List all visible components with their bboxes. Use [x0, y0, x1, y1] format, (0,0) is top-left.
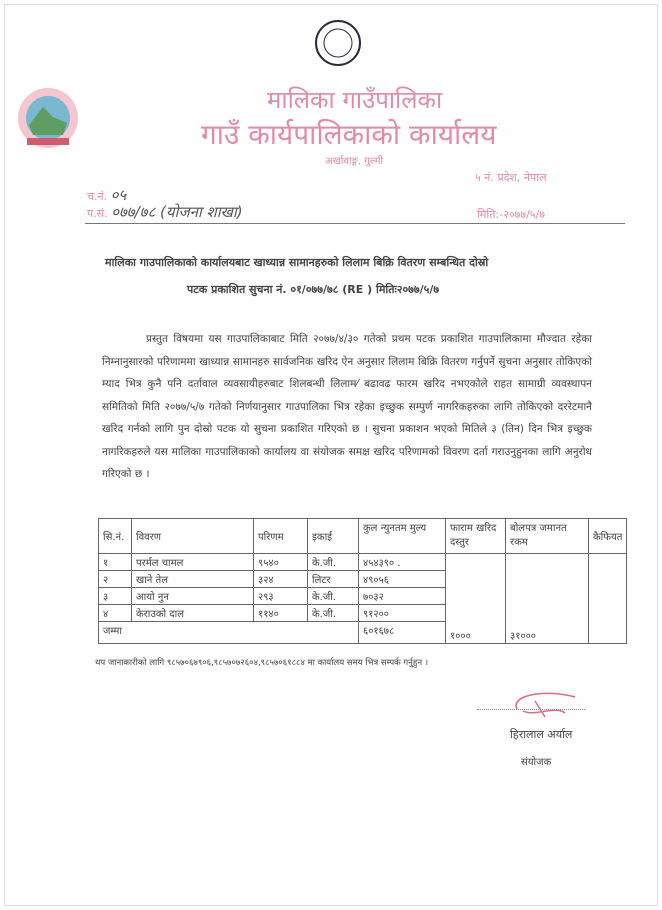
cha-value: ०५ — [110, 186, 127, 204]
nepal-emblem-icon — [13, 83, 83, 153]
notice-body: प्रस्तुत विषयमा यस गाउपालिकाबाट मिति २०७७/४/३० गतेको प्रथम पटक प्रकाशित गाउपालिकामा मौज्दात रहेका निम्नानुसारको परिणाममा खाध्यान्न सामानहरु सार्वजनिक खरिद ऐन अनुसार लिलाम बिक्रि वितरण गर्नुपर्ने सुचना अनुसार तोकिएको म्याद भित्र कुनै पनि दर्तावाल व्यवसायीहरुबाट शिलबन्धी लिलाम⁄ बढावढ फारम खरिद नभएकोले राहत सामाग्री व्यवस्थापन समितिको मिति २०७७/५/७ गतेको निर्णयानुसार गाउपालिका भित्र रहेका इच्छुक सम्पुर्ण नागरिकहरुका लागि तोकिएको दररेटमानै खरिद गर्नको लागि पुन दोस्रो पटक यो सुचना प्रकाशित गरिएको छ । सुचना प्रकाशन भएको मितिले ३ (तिन) दिन भित्र इच्छुक नागरिकहरुले यस मालिका गाउपालिकाको कार्यालय वा संयोजक समक्ष खरिद परिणामको विवरण दर्ता गराउनुहुनका लागि अनुरोध गरिएको छ । — [102, 333, 592, 480]
th-description: विवरण — [132, 519, 254, 554]
cell: ४ — [99, 605, 132, 622]
office-stamp — [303, 15, 373, 85]
cell: २ — [99, 571, 132, 588]
total-label: जम्मा — [99, 622, 359, 644]
header-divider — [85, 223, 625, 224]
table-row — [99, 554, 627, 571]
cell: ४९०५६ — [359, 571, 446, 588]
th-unit: इकाई — [308, 519, 359, 554]
cell: के.जी. — [308, 588, 359, 605]
cell: के.जी. — [308, 605, 359, 622]
subject-line-1: मालिका गाउपालिकाको कार्यालयबाट खाध्यान्न सामानहरुको लिलाम बिक्रि वितरण सम्बन्धित दोस्रो — [105, 256, 489, 269]
th-form-fee: फाराम खरिद दस्तुर — [446, 519, 506, 554]
th-quantity: परिणम — [254, 519, 308, 554]
cell: ९५४० — [254, 554, 308, 571]
cell: परर्मल चामल — [132, 554, 254, 571]
cell: २९३ — [254, 588, 308, 605]
cell: खाने तेल — [132, 571, 254, 588]
pa-label: प.सं. — [87, 207, 108, 220]
cell: के.जी. — [308, 554, 359, 571]
cell: ७०३२ — [359, 588, 446, 605]
cha-label: च.नं. — [87, 190, 108, 203]
cell: लिटर — [308, 571, 359, 588]
th-remarks: कैफियत — [589, 519, 627, 554]
cell: १ — [99, 554, 132, 571]
province: ५ नं. प्रदेश, नेपाल — [475, 171, 547, 184]
table-header — [99, 519, 627, 554]
signatory-title: संयोजक — [521, 757, 552, 768]
remarks-cell — [589, 554, 627, 644]
cell: ३ — [99, 588, 132, 605]
total-value: ६०१६७८ — [359, 622, 446, 644]
form-fee-value: १००० — [446, 554, 506, 644]
subject-line-2: पटक प्रकाशित सुचना नं. ०१/०७७/७८ (RE ) मितिः२०७७/५/७ — [187, 283, 440, 296]
document-page — [4, 4, 658, 906]
municipality-name: मालिका गाउँपालिका — [267, 86, 443, 114]
date: मिति:-२०७७/५/७ — [477, 208, 545, 221]
signatory-name: हिरालाल अर्याल — [510, 728, 573, 741]
cell: ४५४३९० . — [359, 554, 446, 571]
cell: ९१२०० — [359, 605, 446, 622]
th-bid-security: बोलपत्र जमानत रकम — [506, 519, 589, 554]
cell: ३२४ — [254, 571, 308, 588]
signature-icon — [505, 687, 585, 727]
signature-line — [477, 709, 585, 710]
th-min-price: कुल न्युनतम मुल्य — [359, 519, 446, 554]
address: अर्खावाङ्ग, गुल्मी — [325, 156, 384, 167]
office-name: गाउँ कार्यपालिकाको कार्यालय — [201, 118, 497, 151]
items-table — [98, 518, 627, 644]
pa-value: ०७७/७८ (योजना शाखा) — [111, 203, 243, 221]
cell: ११४० — [254, 605, 308, 622]
th-sn: सि.नं. — [99, 519, 132, 554]
contact-info: थप जानाकारीको लागि ९८५७०६७९०६,९८५७०७२६०४,९८५७०६१८८४ मा कार्यालय समय भित्र सम्पर्क गर्नुहुन । — [95, 658, 429, 668]
cell: केराउको दाल — [132, 605, 254, 622]
cell: आयो नुन — [132, 588, 254, 605]
bid-security-value: ३१००० — [506, 554, 589, 644]
